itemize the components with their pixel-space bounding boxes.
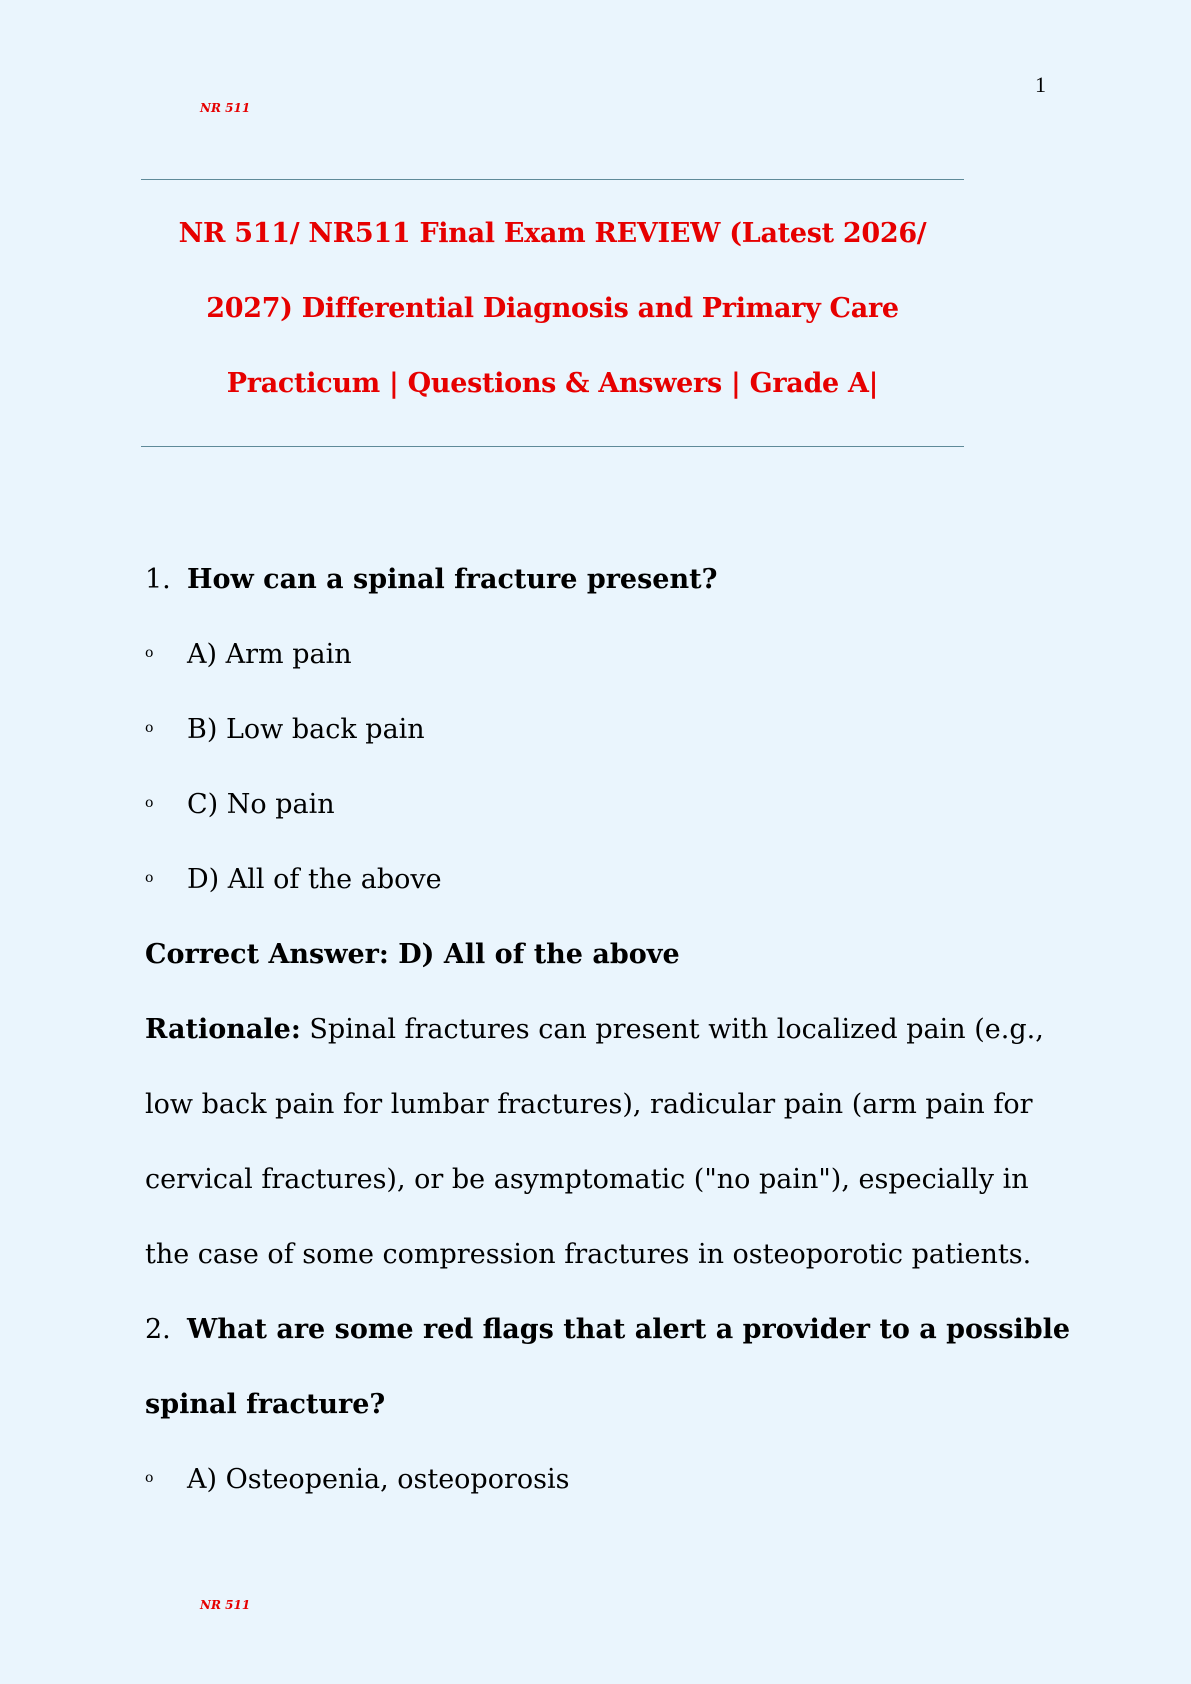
title-line: NR 511/ NR511 Final Exam REVIEW (Latest 2026/: [178, 218, 927, 249]
option-text: A) Osteopenia, osteoporosis: [187, 1464, 570, 1495]
question-text: How can a spinal fracture present?: [187, 564, 718, 595]
circle-bullet-icon: o: [145, 645, 154, 661]
circle-bullet-icon: o: [145, 1470, 154, 1486]
answer-option: [145, 1442, 1045, 1517]
circle-bullet-icon: o: [145, 870, 154, 886]
title-top-rule: [141, 179, 964, 180]
footer-tag: NR 511: [200, 1598, 251, 1612]
rationale-line: cervical fractures), or be asymptomatic ("no pain"), especially in: [145, 1164, 1029, 1195]
option-text: D) All of the above: [187, 864, 442, 895]
circle-bullet-icon: o: [145, 720, 154, 736]
title-bottom-rule: [141, 446, 964, 447]
document-body: [145, 542, 1071, 1517]
circle-bullet-icon: o: [145, 795, 154, 811]
question-text-continued: spinal fracture?: [145, 1389, 386, 1420]
title-line: 2027) Differential Diagnosis and Primary Care: [206, 293, 899, 324]
option-text: C) No pain: [187, 789, 335, 820]
answer-option: [145, 767, 1045, 842]
answer-option: [145, 842, 1045, 917]
rationale-line: the case of some compression fractures in osteoporotic patients.: [145, 1239, 1032, 1270]
rationale-text: Spinal fractures can present with localized pain (e.g.,: [300, 1014, 1044, 1045]
question-number: 2.: [145, 1314, 171, 1345]
option-text: A) Arm pain: [187, 639, 352, 670]
rationale-line: low back pain for lumbar fractures), radicular pain (arm pain for: [145, 1089, 1033, 1120]
title-line: Practicum | Questions & Answers | Grade A|: [226, 368, 879, 399]
rationale-line: [145, 992, 1045, 1067]
page-number: 1: [1035, 72, 1046, 97]
question-heading: [145, 1292, 1071, 1367]
answer-option: [145, 692, 1045, 767]
question-text: What are some red flags that alert a provider to a possible: [187, 1314, 1071, 1345]
option-text: B) Low back pain: [187, 714, 425, 745]
correct-answer: Correct Answer: D) All of the above: [145, 939, 680, 970]
rationale-label: Rationale:: [145, 1014, 301, 1045]
header-tag: NR 511: [200, 101, 251, 115]
question-heading: [145, 542, 1045, 617]
question-number: 1.: [145, 564, 171, 595]
document-title: [141, 196, 964, 421]
answer-option: [145, 617, 1045, 692]
